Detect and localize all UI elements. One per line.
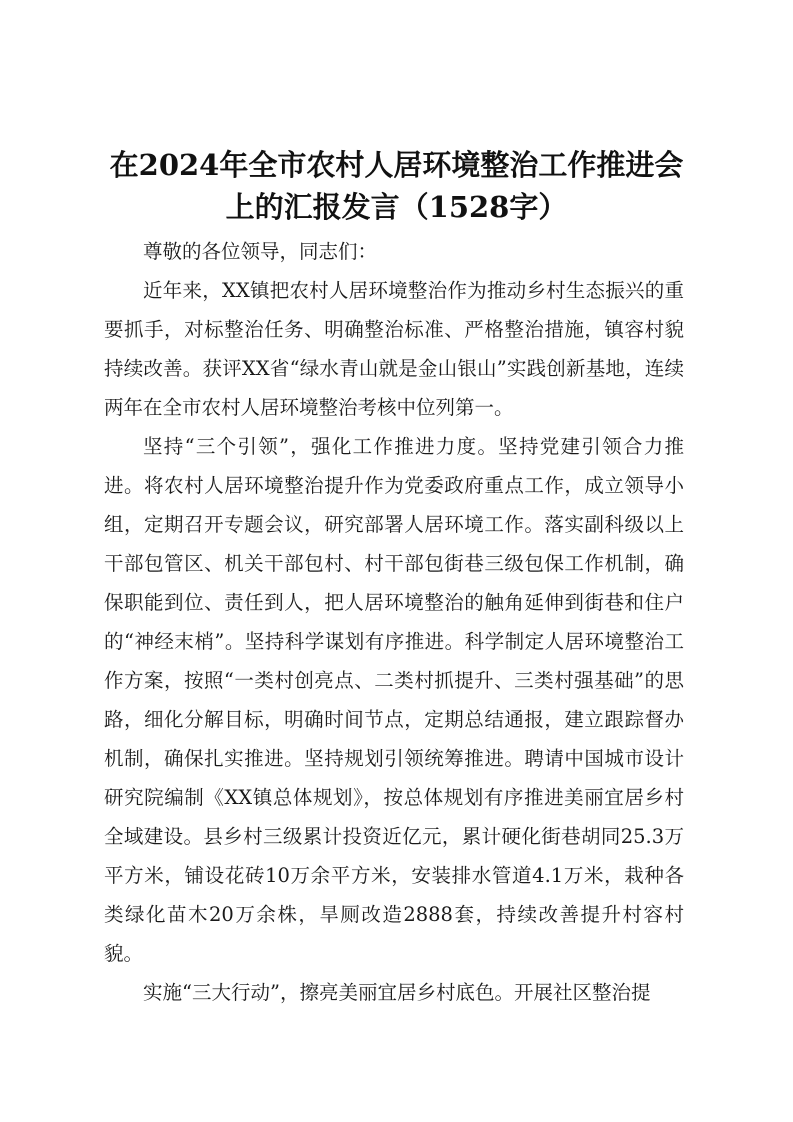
document-title-line-2: 上的汇报发言（1528字）	[225, 190, 568, 224]
body-paragraph: 实施“三大行动”，擦亮美丽宜居乡村底色。开展社区整治提	[143, 981, 651, 1004]
body-paragraph: 近年来，XX镇把农村人居环境整治作为推动乡村生态振兴的重要抓手，对标整治任务、明确整治标准、严格整治措施，镇容村貌持续改善。获评XX省“绿水青山就是金山银山”实践创新基地，连续两年在全市农村人居环境整治考核中位列第一。	[104, 279, 684, 419]
document-body	[104, 232, 684, 1012]
salutation-paragraph: 尊敬的各位领导，同志们：	[143, 240, 378, 263]
body-paragraph: 坚持“三个引领”，强化工作推进力度。坚持党建引领合力推进。将农村人居环境整治提升作为党委政府重点工作，成立领导小组，定期召开专题会议，研究部署人居环境工作。落实副科级以上干部包管区、机关干部包村、村干部包街巷三级包保工作机制，确保职能到位、责任到人，把人居环境整治的触角延伸到街巷和住户的“神经末梢”。坚持科学谋划有序推进。科学制定人居环境整治工作方案，按照“一类村创亮点、二类村抓提升、三类村强基础”的思路，细化分解目标，明确时间节点，定期总结通报，建立跟踪督办机制，确保扎实推进。坚持规划引领统筹推进。聘请中国城市设计研究院编制《XX镇总体规划》，按总体规划有序推进美丽宜居乡村全域建设。县乡村三级累计投资近亿元，累计硬化街巷胡同25.3万平方米，铺设花砖10万余平方米，安装排水管道4.1万米，栽种各类绿化苗木20万余株，旱厕改造2888套，持续改善提升村容村貌。	[104, 435, 684, 965]
document-title-line-1: 在2024年全市农村人居环境整治工作推进会	[109, 148, 684, 182]
